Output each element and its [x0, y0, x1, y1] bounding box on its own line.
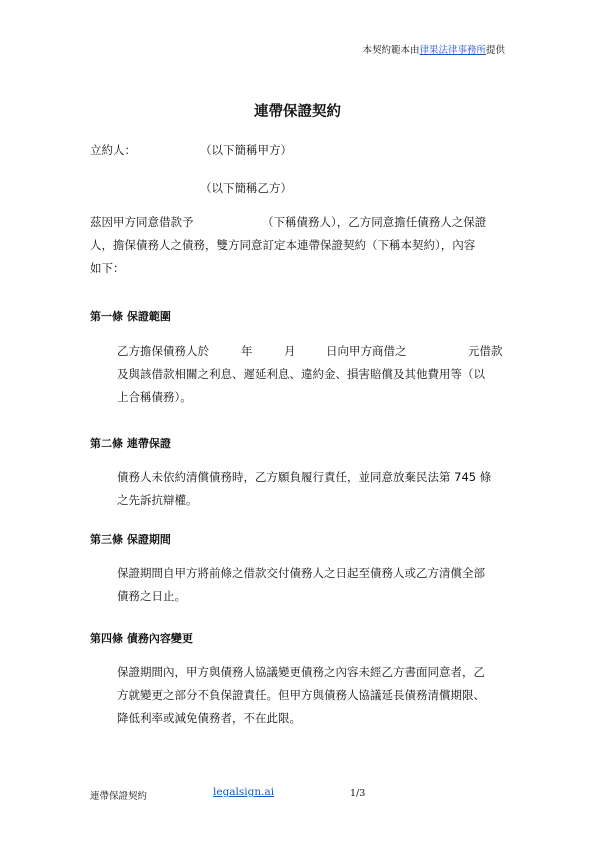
page-number-text: 1/3 [350, 788, 366, 799]
article-3-line2: 債務之日止。 [117, 589, 186, 603]
preamble-line3: 如下： [90, 261, 125, 275]
article-1-line2: 及與該借款相關之利息、遲延利息、違約金、損害賠償及其他費用等（以 [117, 367, 485, 381]
footer-doc-name: 連帶保證契約 [90, 791, 148, 802]
document-title: 連帶保證契約 [254, 104, 341, 120]
preamble-line1-a: 茲因甲方同意借款予 [90, 215, 194, 229]
article-1-year: 年 [241, 344, 253, 358]
party-a-label: 立約人： [90, 143, 136, 157]
article-1-line1-part1: 乙方擔保債務人於 [117, 344, 209, 358]
article-3-title: 第三條 保證期間 [90, 533, 171, 546]
article-1-line1-part3: 元借款 [468, 344, 503, 358]
header-note [362, 42, 505, 56]
article-4-title: 第四條 債務內容變更 [90, 632, 193, 645]
article-1-line1-part2: 日向甲方商借之 [326, 344, 407, 358]
party-b-note: （以下簡稱乙方） [200, 181, 292, 195]
party-a-note: （以下簡稱甲方） [200, 143, 292, 157]
article-2-line1: 債務人未依約清償債務時，乙方願負履行責任，並同意放棄民法第 745 條 [117, 470, 492, 484]
header-note-prefix: 本契約範本由 [362, 45, 420, 56]
preamble-line2: 人，擔保債務人之債務，雙方同意訂定本連帶保證契約（下稱本契約），內容 [90, 238, 476, 252]
article-1-title: 第一條 保證範圍 [90, 310, 171, 323]
article-4-line1: 保證期間內，甲方與債務人協議變更債務之內容未經乙方書面同意者，乙 [117, 665, 485, 679]
article-4-line2: 方就變更之部分不負保證責任。但甲方與債務人協議延長債務清償期限、 [117, 688, 485, 702]
article-3-line1: 保證期間自甲方將前條之借款交付債務人之日起至債務人或乙方清償全部 [117, 566, 485, 580]
article-2-title: 第二條 連帶保證 [90, 437, 171, 450]
article-1-line3: 上合稱債務）。 [117, 390, 192, 404]
footer-site-link[interactable] [213, 786, 274, 798]
article-2-line2: 之先訴抗辯權。 [117, 493, 198, 507]
law-firm-link[interactable]: 律果法律事務所 [419, 45, 486, 56]
footer-site-text[interactable]: legalsign.ai [213, 786, 275, 798]
article-4-line3: 降低利率或減免債務者，不在此限。 [117, 711, 301, 725]
preamble-line1-b: （下稱債務人），乙方同意擔任債務人之保證 [262, 215, 487, 229]
article-1-month: 月 [284, 344, 296, 358]
footer-page-number [350, 788, 365, 799]
header-note-suffix: 提供 [485, 45, 505, 56]
